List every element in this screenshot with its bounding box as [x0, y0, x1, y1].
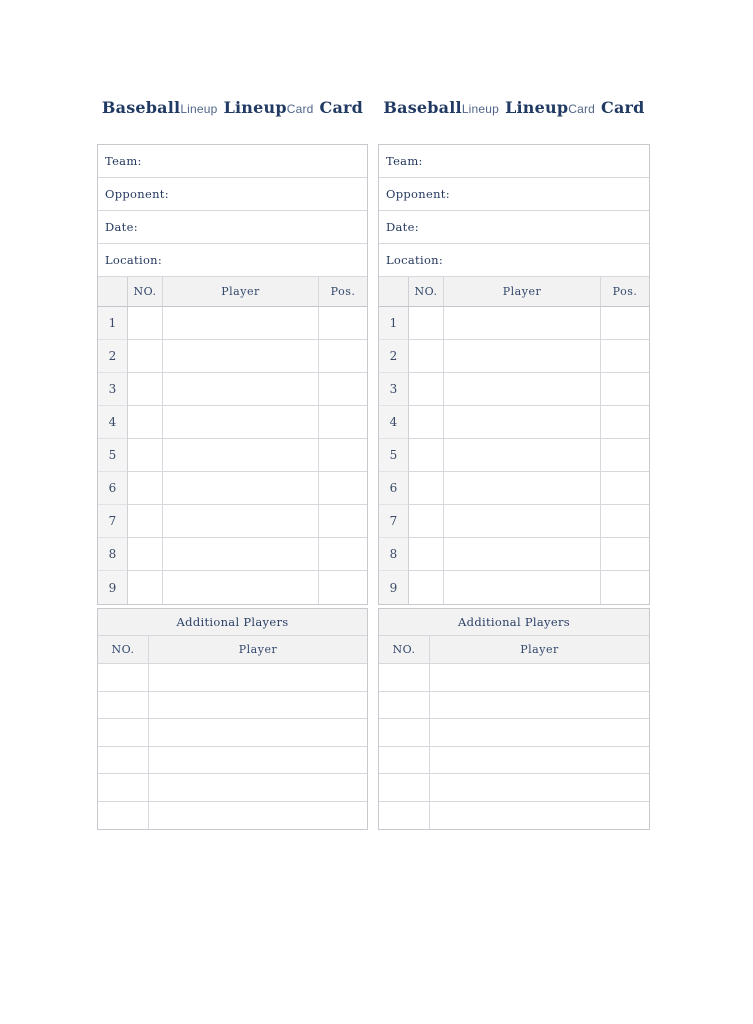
pos-cell[interactable]	[318, 373, 367, 406]
date-field-row	[379, 211, 649, 244]
card-title	[97, 96, 368, 120]
lineup-row-1	[98, 307, 367, 340]
additional-players-title: Additional Players	[379, 609, 649, 636]
additional-player-cell[interactable]	[429, 664, 649, 691]
team-input-area[interactable]	[423, 145, 649, 177]
row-number: 8	[98, 538, 127, 571]
lineup-row-5	[98, 439, 367, 472]
card-body	[97, 144, 368, 605]
pos-cell[interactable]	[318, 472, 367, 505]
date-input-area[interactable]	[419, 211, 649, 243]
player-column-header: Player	[162, 277, 318, 306]
additional-no-cell[interactable]	[98, 774, 148, 801]
player-cell[interactable]	[162, 307, 318, 340]
additional-player-cell[interactable]	[148, 664, 367, 691]
opponent-field-row	[379, 178, 649, 211]
additional-players-table	[378, 608, 650, 830]
additional-no-cell[interactable]	[379, 664, 429, 691]
player-cell[interactable]	[443, 472, 600, 505]
additional-row-1	[379, 664, 649, 692]
row-number: 1	[379, 307, 408, 340]
location-field-row	[98, 244, 367, 277]
no-column-header: NO.	[127, 277, 162, 306]
card-title	[378, 96, 650, 120]
pos-cell[interactable]	[600, 307, 649, 340]
additional-no-cell[interactable]	[98, 692, 148, 719]
no-cell[interactable]	[127, 472, 162, 505]
additional-player-cell[interactable]	[429, 747, 649, 774]
no-cell[interactable]	[127, 406, 162, 439]
pos-cell[interactable]	[600, 373, 649, 406]
lineup-row-9	[98, 571, 367, 604]
title-part-card-light: Card	[286, 102, 314, 116]
lineup-row-6	[98, 472, 367, 505]
additional-no-cell[interactable]	[98, 719, 148, 746]
additional-no-header: NO.	[111, 643, 135, 656]
opponent-input-area[interactable]	[450, 178, 649, 210]
no-cell[interactable]	[408, 505, 443, 538]
date-label: Date:	[105, 220, 138, 234]
row-number: 7	[98, 505, 127, 538]
location-label: Location:	[105, 253, 163, 267]
additional-player-cell[interactable]	[148, 692, 367, 719]
pos-cell[interactable]	[600, 472, 649, 505]
additional-no-cell[interactable]	[379, 802, 429, 830]
title-part-card-bold: Card	[601, 98, 645, 117]
pos-cell[interactable]	[600, 538, 649, 571]
lineup-row-4	[98, 406, 367, 439]
title-part-card-light: Card	[568, 102, 596, 116]
no-cell[interactable]	[127, 505, 162, 538]
row-number: 5	[379, 439, 408, 472]
no-cell[interactable]	[127, 439, 162, 472]
date-input-area[interactable]	[138, 211, 367, 243]
player-cell[interactable]	[443, 538, 600, 571]
additional-no-cell[interactable]	[98, 664, 148, 691]
opponent-input-area[interactable]	[169, 178, 367, 210]
lineup-card-1	[97, 96, 368, 830]
player-cell[interactable]	[162, 538, 318, 571]
additional-row-2	[379, 692, 649, 720]
card-body	[378, 144, 650, 605]
title-part-baseball: Baseball	[383, 98, 462, 117]
additional-player-cell[interactable]	[429, 692, 649, 719]
row-number: 9	[379, 571, 408, 604]
lineup-row-4	[379, 406, 649, 439]
additional-players-title: Additional Players	[98, 609, 367, 636]
row-number: 3	[98, 373, 127, 406]
lineup-row-3	[98, 373, 367, 406]
additional-player-cell[interactable]	[148, 747, 367, 774]
pos-cell[interactable]	[600, 505, 649, 538]
pos-cell[interactable]	[318, 406, 367, 439]
lineup-row-1	[379, 307, 649, 340]
additional-row-3	[98, 719, 367, 747]
lineup-row-8	[98, 538, 367, 571]
title-part-lineup-bold: Lineup	[505, 98, 569, 117]
pos-cell[interactable]	[600, 571, 649, 604]
gutter-header-cell	[379, 277, 408, 306]
player-cell[interactable]	[443, 571, 600, 604]
row-number: 4	[98, 406, 127, 439]
additional-no-cell[interactable]	[379, 719, 429, 746]
additional-players-header	[379, 636, 649, 664]
additional-row-4	[379, 747, 649, 775]
location-label: Location:	[386, 253, 444, 267]
pos-cell[interactable]	[318, 340, 367, 373]
additional-row-3	[379, 719, 649, 747]
player-cell[interactable]	[443, 505, 600, 538]
no-cell[interactable]	[408, 373, 443, 406]
row-number: 7	[379, 505, 408, 538]
additional-row-1	[98, 664, 367, 692]
row-number: 2	[98, 340, 127, 373]
team-field-row	[379, 145, 649, 178]
pos-cell[interactable]	[600, 439, 649, 472]
no-cell[interactable]	[408, 307, 443, 340]
additional-players-table	[97, 608, 368, 830]
additional-player-header: Player	[429, 636, 649, 663]
no-cell[interactable]	[408, 571, 443, 604]
team-input-area[interactable]	[142, 145, 367, 177]
lineup-row-3	[379, 373, 649, 406]
player-cell[interactable]	[162, 340, 318, 373]
row-number: 3	[379, 373, 408, 406]
no-cell[interactable]	[408, 439, 443, 472]
additional-row-2	[98, 692, 367, 720]
pos-column-header: Pos.	[600, 277, 649, 306]
no-cell[interactable]	[127, 340, 162, 373]
pos-cell[interactable]	[318, 439, 367, 472]
no-cell[interactable]	[127, 571, 162, 604]
additional-player-cell[interactable]	[429, 802, 649, 830]
no-cell[interactable]	[408, 538, 443, 571]
pos-cell[interactable]	[318, 538, 367, 571]
additional-row-4	[98, 747, 367, 775]
additional-row-6	[379, 802, 649, 830]
pos-cell[interactable]	[600, 340, 649, 373]
pos-cell[interactable]	[318, 307, 367, 340]
additional-player-cell[interactable]	[148, 719, 367, 746]
lineup-table-header	[379, 277, 649, 307]
title-part-baseball: Baseball	[101, 98, 181, 117]
date-label: Date:	[386, 220, 419, 234]
title-part-card-bold: Card	[319, 98, 364, 117]
lineup-row-2	[98, 340, 367, 373]
additional-row-6	[98, 802, 367, 830]
no-cell[interactable]	[408, 340, 443, 373]
additional-player-header: Player	[148, 636, 367, 663]
additional-no-cell[interactable]	[379, 774, 429, 801]
player-cell[interactable]	[162, 439, 318, 472]
location-input-area[interactable]	[443, 244, 649, 276]
row-number: 6	[379, 472, 408, 505]
lineup-table-header	[98, 277, 367, 307]
additional-row-5	[98, 774, 367, 802]
team-label: Team:	[386, 154, 423, 168]
row-number: 6	[98, 472, 127, 505]
pos-column-header: Pos.	[318, 277, 367, 306]
player-cell[interactable]	[443, 340, 600, 373]
no-cell[interactable]	[408, 472, 443, 505]
player-cell[interactable]	[443, 439, 600, 472]
row-number: 8	[379, 538, 408, 571]
row-number: 2	[379, 340, 408, 373]
player-cell[interactable]	[443, 406, 600, 439]
opponent-label: Opponent:	[386, 187, 450, 201]
lineup-card-2	[378, 96, 650, 830]
no-cell[interactable]	[127, 373, 162, 406]
additional-no-cell[interactable]	[98, 747, 148, 774]
player-cell[interactable]	[162, 406, 318, 439]
player-column-header: Player	[443, 277, 600, 306]
additional-player-cell[interactable]	[148, 802, 367, 830]
title-part-lineup-bold: Lineup	[223, 98, 287, 117]
player-cell[interactable]	[443, 307, 600, 340]
additional-no-cell[interactable]	[98, 802, 148, 830]
additional-no-cell[interactable]	[379, 747, 429, 774]
pos-cell[interactable]	[318, 571, 367, 604]
title-part-lineup-light: Lineup	[461, 102, 500, 116]
title-part-lineup-light: Lineup	[180, 102, 218, 116]
additional-player-cell[interactable]	[429, 719, 649, 746]
lineup-row-6	[379, 472, 649, 505]
additional-row-5	[379, 774, 649, 802]
additional-no-header: NO.	[392, 643, 416, 656]
date-field-row	[98, 211, 367, 244]
player-cell[interactable]	[162, 472, 318, 505]
lineup-row-2	[379, 340, 649, 373]
no-cell[interactable]	[408, 406, 443, 439]
additional-player-cell[interactable]	[148, 774, 367, 801]
additional-players-header	[98, 636, 367, 664]
row-number: 4	[379, 406, 408, 439]
row-number: 9	[98, 571, 127, 604]
team-field-row	[98, 145, 367, 178]
player-cell[interactable]	[162, 373, 318, 406]
gutter-header-cell	[98, 277, 127, 306]
additional-player-cell[interactable]	[429, 774, 649, 801]
lineup-row-5	[379, 439, 649, 472]
no-cell[interactable]	[127, 538, 162, 571]
location-field-row	[379, 244, 649, 277]
lineup-row-7	[98, 505, 367, 538]
team-label: Team:	[105, 154, 142, 168]
lineup-row-7	[379, 505, 649, 538]
pos-cell[interactable]	[600, 406, 649, 439]
row-number: 5	[98, 439, 127, 472]
location-input-area[interactable]	[162, 244, 367, 276]
row-number: 1	[98, 307, 127, 340]
opponent-field-row	[98, 178, 367, 211]
lineup-row-9	[379, 571, 649, 604]
opponent-label: Opponent:	[105, 187, 169, 201]
player-cell[interactable]	[162, 505, 318, 538]
player-cell[interactable]	[443, 373, 600, 406]
no-cell[interactable]	[127, 307, 162, 340]
pos-cell[interactable]	[318, 505, 367, 538]
lineup-row-8	[379, 538, 649, 571]
additional-no-cell[interactable]	[379, 692, 429, 719]
no-column-header: NO.	[408, 277, 443, 306]
player-cell[interactable]	[162, 571, 318, 604]
